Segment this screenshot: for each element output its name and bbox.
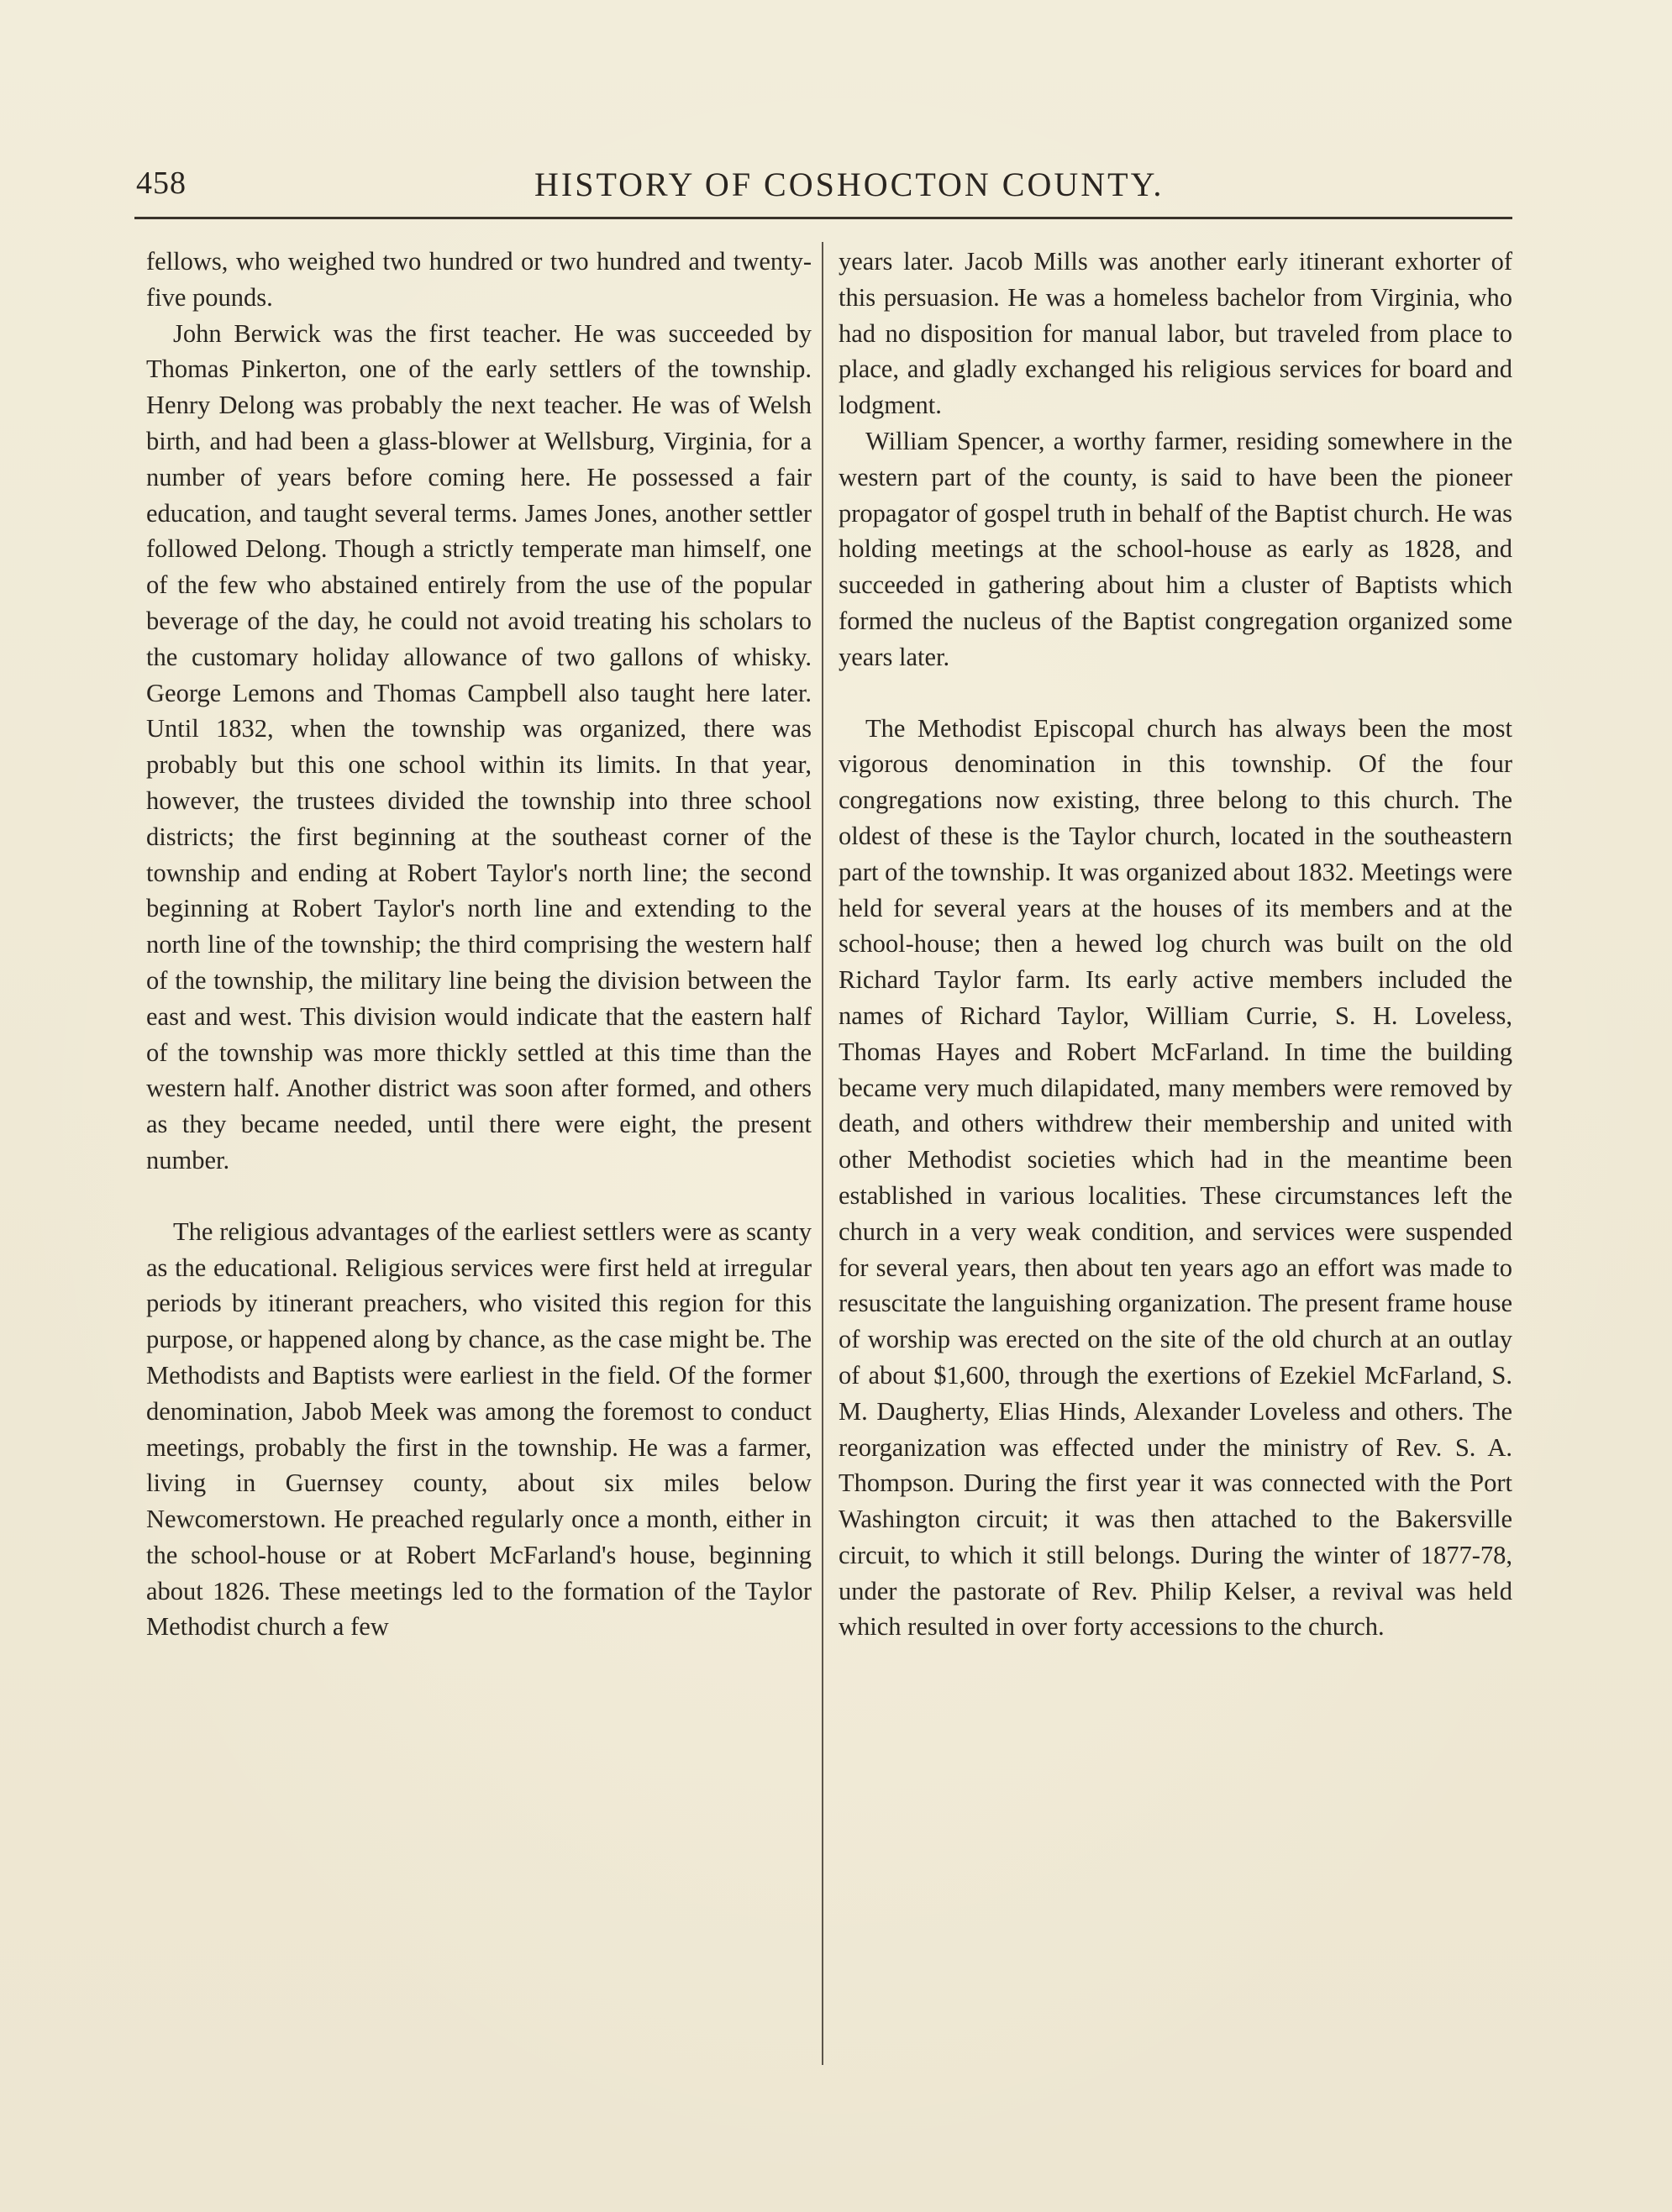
paragraph: fellows, who weighed two hundred or two hundred and twenty-five pounds. <box>146 247 812 312</box>
paragraph: The religious advantages of the earliest settlers were as scanty as the educational. Religious services were first held at irregular periods by itinerant preachers, who visited this region for this purpose, or happened along by chance, as the case might be. The Methodists and Baptists were earliest in the field. Of the former denomination, Jabob Meek was among the foremost to conduct meetings, probably the first in the township. He was a farmer, living in Guernsey county, about six miles below Newcomerstown. He preached regularly once a month, either in the school-house or at Robert McFarland's house, beginning about 1826. These meetings led to the formation of the Taylor Methodist church a few <box>146 1216 812 1642</box>
header-rule <box>134 217 1512 219</box>
paragraph: years later. Jacob Mills was another early itinerant exhorter of this persuasion. He was a homeless bachelor from Virginia, who had no disposition for manual labor, but traveled from place to place, and gladly exchanged his religious services for board and lodgment. <box>839 247 1512 420</box>
page-header <box>136 165 1514 223</box>
running-title: HISTORY OF COSHOCTON COUNTY. <box>534 166 1165 203</box>
column-divider <box>822 242 823 2065</box>
right-column <box>839 244 1512 1645</box>
paragraph: John Berwick was the first teacher. He was succeeded by Thomas Pinkerton, one of the early settlers of the township. Henry Delong was probably the next teacher. He was of Welsh birth, and had been a glass-blower at Wellsburg, Virginia, for a number of years before coming here. He possessed a fair education, and taught several terms. James Jones, another settler followed Delong. Though a strictly temperate man himself, one of the few who abstained entirely from the use of the popular beverage of the day, he could not avoid treating his scholars to the customary holiday allowance of two gallons of whisky. George Lemons and Thomas Campbell also taught here later. Until 1832, when the township was organized, there was probably but this one school within its limits. In that year, however, the trustees divided the township into three school districts; the first beginning at the southeast corner of the township and ending at Robert Taylor's north line; the second beginning at Robert Taylor's north line and extending to the north line of the township; the third comprising the western half of the township, the military line being the division between the east and west. This division would indicate that the eastern half of the township was more thickly settled at this time than the western half. Another district was soon after formed, and others as they became needed, until there were eight, the present number. <box>146 318 812 1174</box>
paragraph: William Spencer, a worthy farmer, residing somewhere in the western part of the county, is said to have been the pioneer propagator of gospel truth in behalf of the Baptist church. He was holding meetings at the school-house as early as 1828, and succeeded in gathering about him a cluster of Baptists which formed the nucleus of the Baptist congregation organized some years later. <box>839 426 1512 671</box>
left-column <box>146 244 812 1645</box>
paragraph: The Methodist Episcopal church has always been the most vigorous denomination in this township. Of the four congregations now existing, three belong to this church. The oldest of these is the Taylor church, located in the southeastern part of the township. It was organized about 1832. Meetings were held for several years at the houses of its members and at the school-house; then a hewed log church was built on the old Richard Taylor farm. Its early active members included the names of Richard Taylor, William Currie, S. H. Loveless, Thomas Hayes and Robert McFarland. In time the building became very much dilapidated, many members were removed by death, and others withdrew their membership and united with other Methodist societies which had in the meantime been established in various localities. These circumstances left the church in a very weak condition, and services were suspended for several years, then about ten years ago an effort was made to resuscitate the languishing organization. The present frame house of worship was erected on the site of the old church at an outlay of about $1,600, through the exertions of Ezekiel McFarland, S. M. Daugherty, Elias Hinds, Alexander Loveless and others. The reorganization was effected under the ministry of Rev. S. A. Thompson. During the first year it was connected with the Port Washington circuit; it was then attached to the Bakersville circuit, to which it still belongs. During the winter of 1877-78, under the pastorate of Rev. Philip Kelser, a revival was held which resulted in over forty accessions to the church. <box>839 713 1512 1642</box>
page-number: 458 <box>136 166 187 201</box>
